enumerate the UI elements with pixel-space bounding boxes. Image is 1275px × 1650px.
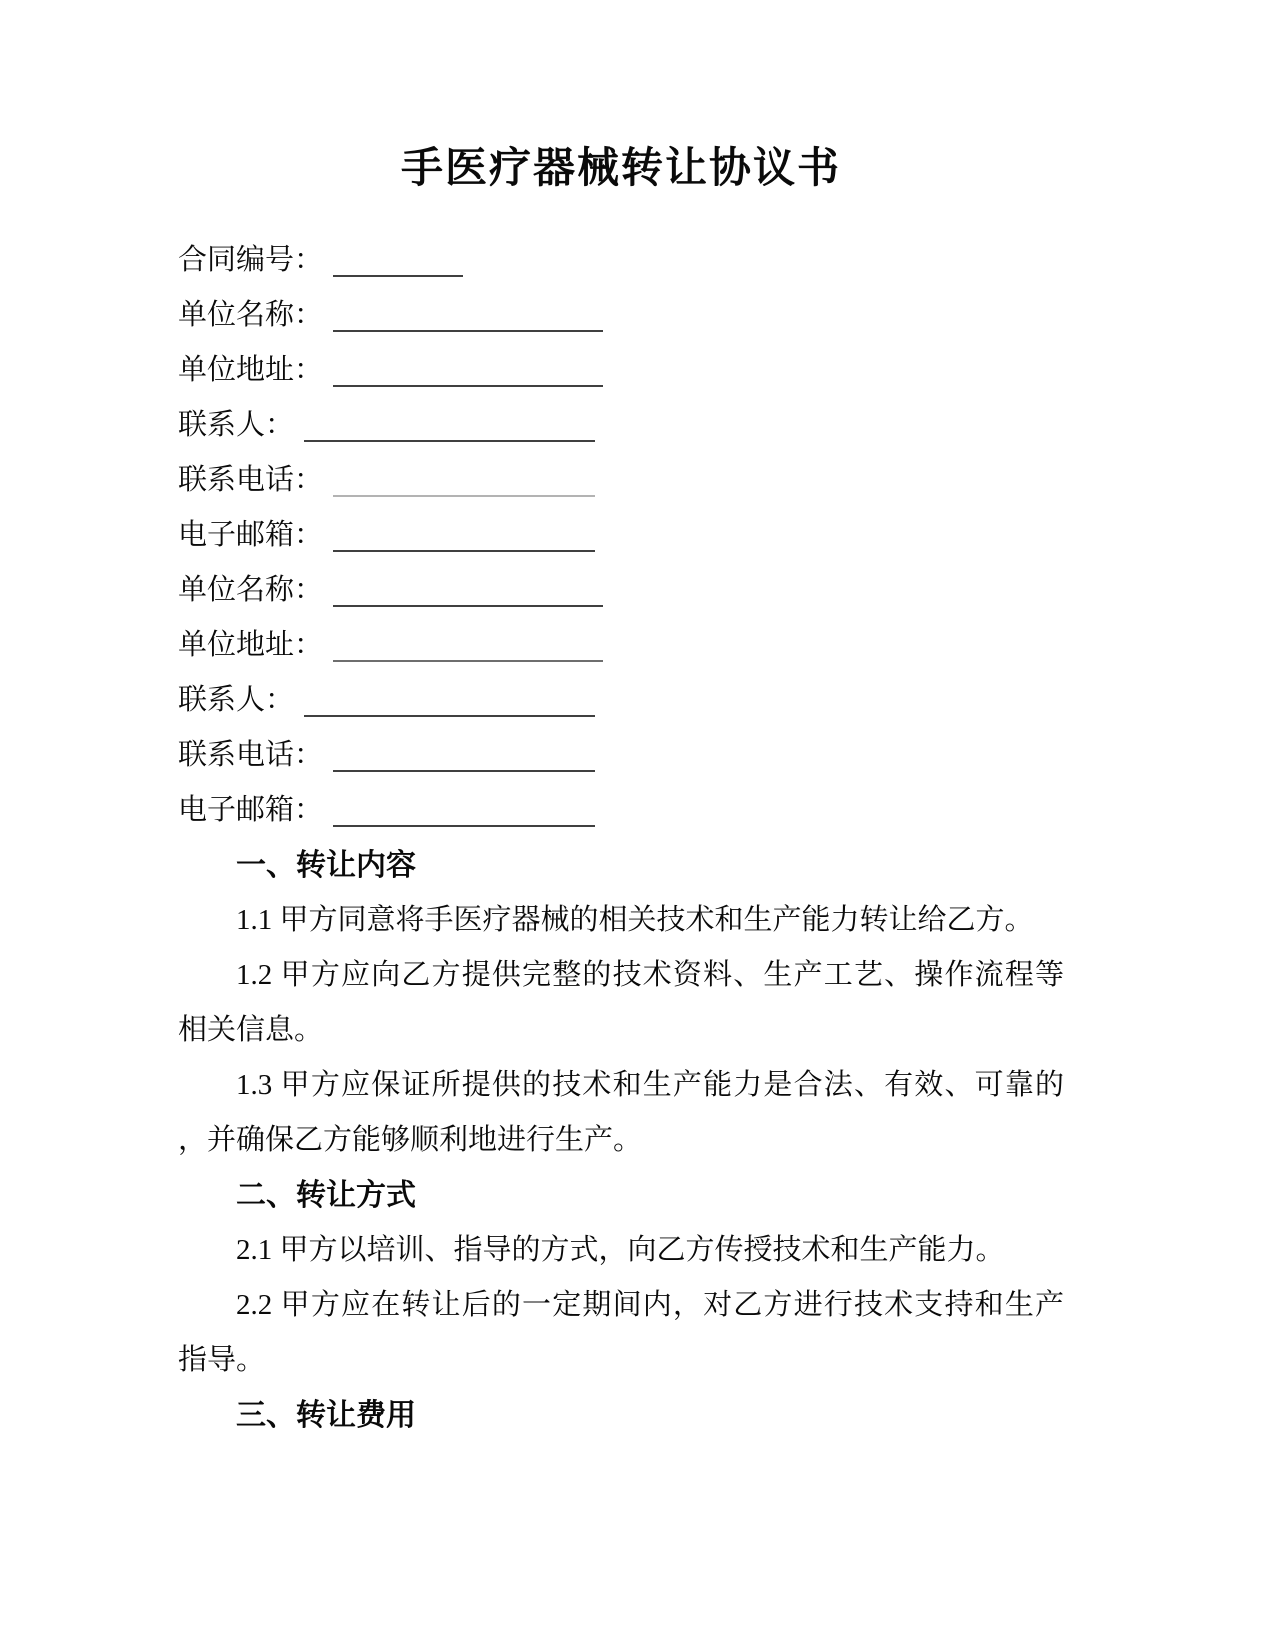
field-row-contact-person-a: [178, 398, 1064, 453]
clause-1-3-line-2: ，并确保乙方能够顺利地进行生产。: [178, 1124, 643, 1156]
field-label: 电子邮箱：: [178, 794, 324, 826]
clause-1-2-line-1: 1.2 甲方应向乙方提供完整的技术资料、生产工艺、操作流程等: [236, 959, 1064, 991]
document-body: [178, 838, 1064, 1443]
blank-underline-field[interactable]: [333, 736, 595, 772]
clause-2-2-line-2: 指导。: [178, 1344, 266, 1376]
field-label: 联系电话：: [178, 464, 324, 496]
field-row-unit-name-b: [178, 563, 1064, 618]
field-label: 单位地址：: [178, 354, 324, 386]
blank-underline-field[interactable]: [304, 406, 595, 442]
field-label: 合同编号：: [178, 244, 324, 276]
field-row-contact-phone-b: [178, 728, 1064, 783]
document-title: 手医疗器械转让协议书: [400, 146, 841, 192]
field-label: 联系人：: [178, 684, 295, 716]
blank-underline-field[interactable]: [333, 626, 603, 662]
field-label: 电子邮箱：: [178, 519, 324, 551]
field-row-contact-phone-a: [178, 453, 1064, 508]
form-fields: [178, 233, 1064, 838]
field-row-email-a: [178, 508, 1064, 563]
clause-1-1: 1.1 甲方同意将手医疗器械的相关技术和生产能力转让给乙方。: [236, 904, 1034, 936]
field-label: 联系人：: [178, 409, 295, 441]
field-row-unit-address-a: [178, 343, 1064, 398]
clause-1-2-line-2: 相关信息。: [178, 1014, 324, 1046]
field-row-unit-address-b: [178, 618, 1064, 673]
section-heading-3: 三、转让费用: [236, 1399, 416, 1432]
blank-underline-field[interactable]: [333, 516, 595, 552]
field-row-unit-name-a: [178, 288, 1064, 343]
clause-2-1: 2.1 甲方以培训、指导的方式，向乙方传授技术和生产能力。: [236, 1234, 1005, 1266]
field-label: 单位地址：: [178, 629, 324, 661]
clause-2-2-line-1: 2.2 甲方应在转让后的一定期间内，对乙方进行技术支持和生产: [236, 1289, 1064, 1321]
blank-underline-field[interactable]: [304, 681, 595, 717]
blank-underline-field[interactable]: [333, 296, 603, 332]
field-label: 单位名称：: [178, 299, 324, 331]
blank-underline-field[interactable]: [333, 461, 595, 497]
section-heading-1: 一、转让内容: [236, 849, 416, 882]
blank-underline-field[interactable]: [333, 351, 603, 387]
blank-underline-field[interactable]: [333, 571, 603, 607]
blank-underline-field[interactable]: [333, 241, 463, 277]
blank-underline-field[interactable]: [333, 791, 595, 827]
field-label: 单位名称：: [178, 574, 324, 606]
field-row-email-b: [178, 783, 1064, 838]
field-row-contract-number: [178, 233, 1064, 288]
section-heading-2: 二、转让方式: [236, 1179, 416, 1212]
clause-1-3-line-1: 1.3 甲方应保证所提供的技术和生产能力是合法、有效、可靠的: [236, 1069, 1064, 1101]
field-row-contact-person-b: [178, 673, 1064, 728]
field-label: 联系电话：: [178, 739, 324, 771]
